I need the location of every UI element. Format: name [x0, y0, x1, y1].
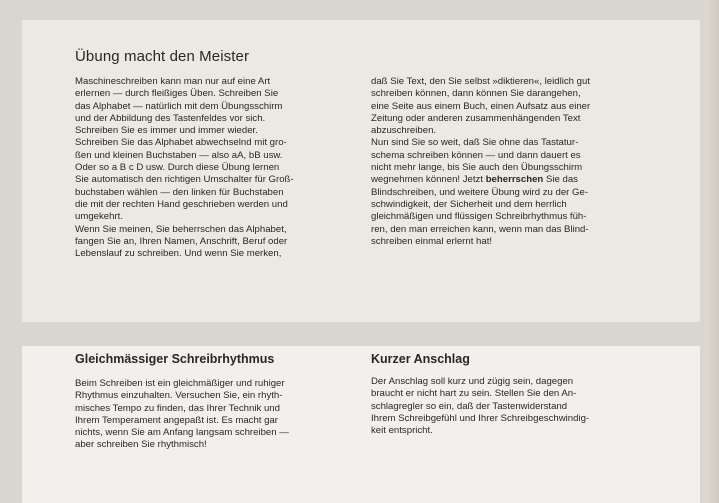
- section3-column: [371, 376, 589, 437]
- text-segment: Sie das: [543, 174, 578, 186]
- text-line: Der Anschlag soll kurz und zügig sein, dagegen: [371, 376, 574, 387]
- text-line: Beim Schreiben ist ein gleichmäßiger und ruhiger: [75, 378, 285, 389]
- text-line: fangen Sie an, Ihren Namen, Anschrift, Beruf oder: [75, 235, 288, 247]
- text-line-with-bold: [371, 174, 590, 186]
- text-line: Schreiben Sie das Alphabet abwechselnd mit gro-: [75, 137, 287, 149]
- heading-schreibrhythmus: Gleichmässiger Schreibrhythmus: [75, 352, 275, 366]
- text-line: braucht er nicht hart zu sein. Stellen Sie den An-: [371, 388, 577, 400]
- text-line: Blindschreiben, und weitere Übung wird zu der Ge-: [371, 186, 589, 198]
- text-line: Ihrem Schreibgefühl und Ihrer Schreibgeschwindig-: [371, 412, 590, 424]
- text-line: daß Sie Text, den Sie selbst »diktieren«, leidlich gut: [371, 76, 591, 87]
- text-line: buchstaben wählen — den linken für Buchstaben: [75, 186, 284, 198]
- page-edge: [705, 0, 719, 503]
- text-line: Sie automatisch den richtigen Umschalter für Groß-: [75, 174, 294, 186]
- text-line: schreiben einmal erlernt hat!: [371, 235, 493, 247]
- text-line: schema schreiben können — und dann dauert es: [371, 149, 581, 161]
- text-line: misches Tempo zu finden, das Ihrer Technik und: [75, 402, 280, 414]
- text-line: Ihrem Temperament angepaßt ist. Es macht gar: [75, 414, 278, 426]
- text-line: und der Abbildung des Tastenfeldes vor sich.: [75, 112, 266, 124]
- text-line: Nun sind Sie so weit, daß Sie ohne das Tastatur-: [371, 137, 579, 149]
- text-line: Oder so a B c D usw. Durch diese Übung lernen: [75, 162, 280, 174]
- text-line: schwindigkeit, der Sicherheit und dem herrlich: [371, 198, 567, 210]
- text-line: Schreiben Sie es immer und immer wieder.: [75, 125, 258, 137]
- text-line: Zeitung oder anderen zusammenhängenden Text: [371, 112, 581, 124]
- bold-word: beherrschen: [485, 174, 544, 186]
- text-line: Rhythmus einzuhalten. Versuchen Sie, ein rhyth-: [75, 390, 283, 402]
- text-line: ren, den man erreichen kann, wenn man das Blind-: [371, 223, 589, 235]
- section1-left-column: [75, 76, 294, 260]
- text-line: Wenn Sie meinen, Sie beherrschen das Alphabet,: [75, 223, 287, 235]
- text-line: ßen und kleinen Buchstaben — also aA, bB usw.: [75, 149, 283, 161]
- text-line: erlernen — durch fleißiges Üben. Schreiben Sie: [75, 88, 279, 100]
- text-line: schlagregler so ein, daß der Tastenwiderstand: [371, 400, 568, 412]
- text-line: nichts, wenn Sie am Anfang langsam schreiben —: [75, 427, 289, 439]
- text-line: abzuschreiben.: [371, 125, 437, 137]
- text-line: Lebenslauf zu schreiben. Und wenn Sie merken,: [75, 248, 282, 260]
- text-line: schreiben können, dann können Sie darangehen,: [371, 88, 581, 100]
- text-line: Maschineschreiben kann man nur auf eine Art: [75, 76, 271, 87]
- text-line: keit entspricht.: [371, 425, 433, 437]
- text-line: aber schreiben Sie rhythmisch!: [75, 439, 207, 451]
- text-line: eine Seite aus einem Buch, einen Aufsatz aus einer: [371, 100, 591, 112]
- section2-column: [75, 378, 289, 452]
- text-line: nicht mehr lange, bis Sie auch den Übungsschirm: [371, 162, 583, 174]
- text-line: das Alphabet — natürlich mit dem Übungsschirm: [75, 100, 283, 112]
- heading-kurzer-anschlag: Kurzer Anschlag: [371, 352, 470, 366]
- text-line: gleichmäßigen und flüssigen Schreibrhythmus füh-: [371, 211, 587, 223]
- heading-uebung: Übung macht den Meister: [75, 48, 250, 65]
- text-line: die mit der rechten Hand geschrieben werden und: [75, 198, 288, 210]
- section1-right-column: [371, 76, 590, 248]
- text-line: umgekehrt.: [75, 211, 123, 223]
- text-segment: wegnehmen können! Jetzt: [371, 174, 484, 186]
